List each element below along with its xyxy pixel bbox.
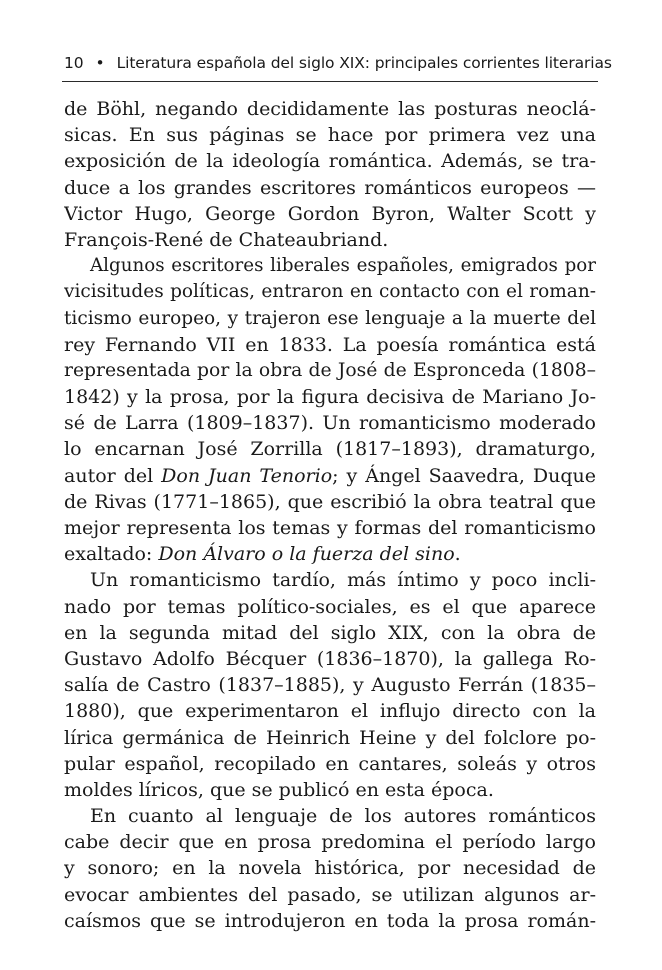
header-separator: • (95, 54, 105, 72)
page-number: 10 (64, 54, 84, 72)
text-line: En cuanto al lenguaje de los autores románticos (90, 805, 596, 828)
text-line: sé de Larra (1809–1837). Un romanticismo moderado (64, 412, 596, 435)
text-line: de Rivas (1771–1865), que escribió la obra teatral que (64, 490, 596, 513)
text-line: pular español, recopilado en cantares, soleás y otros (64, 752, 596, 775)
text-line: vicisitudes políticas, entraron en contacto con el roman- (64, 281, 596, 303)
text-line: rey Fernando VII en 1833. La poesía romántica está (64, 333, 596, 356)
text-line: caísmos que se introdujeron en toda la prosa román- (64, 909, 596, 932)
work-title: Don Juan Tenorio (161, 464, 333, 487)
text-line: sicas. En sus páginas se hace por primera vez una (64, 124, 596, 147)
text-line: duce a los grandes escritores románticos europeos — (64, 176, 596, 199)
text-line: ticismo europeo, y trajeron ese lenguaje a la muerte del (64, 307, 596, 329)
text-run: autor del (64, 464, 162, 487)
text-run: . (454, 543, 461, 566)
text-run: exaltado: (64, 543, 159, 566)
text-line: Victor Hugo, George Gordon Byron, Walter Scott y (64, 202, 596, 225)
text-line: nado por temas político-sociales, es el que aparece (64, 595, 596, 618)
running-head (64, 50, 612, 76)
body-text (64, 96, 596, 934)
text-line: representada por la obra de José de Espronceda (1808– (64, 359, 596, 381)
text-line: François-René de Chateaubriand. (64, 228, 389, 251)
running-title: Literatura española del siglo XIX: principales corrientes literarias (116, 54, 612, 72)
text-line: Algunos escritores liberales españoles, emigrados por (90, 255, 596, 277)
text-line: en la segunda mitad del siglo XIX, con la obra de (64, 621, 596, 644)
text-run: ; y Ángel Saavedra, Duque (332, 464, 596, 487)
text-line: 1880), que experimentaron el influjo directo con la (64, 700, 596, 723)
text-line (64, 463, 596, 489)
header-rule (62, 81, 598, 82)
text-line: Gustavo Adolfo Bécquer (1836–1870), la gallega Ro- (64, 647, 596, 670)
work-title: Don Álvaro o la fuerza del sino (158, 543, 455, 566)
text-line: salía de Castro (1837–1885), y Augusto Ferrán (1835– (64, 674, 596, 697)
text-line: lo encarnan José Zorrilla (1817–1893), dramaturgo, (64, 438, 596, 461)
text-line: moldes líricos, que se publicó en esta época. (64, 778, 494, 801)
text-line: evocar ambientes del pasado, se utilizan algunos ar- (64, 883, 596, 906)
text-line: 1842) y la prosa, por la figura decisiva de Mariano Jo- (64, 386, 596, 409)
text-line: lírica germánica de Heinrich Heine y del folclore po- (64, 726, 596, 749)
text-line (64, 541, 596, 567)
text-line: cabe decir que en prosa predomina el período largo (64, 831, 596, 854)
text-line: y sonoro; en la novela histórica, por necesidad de (64, 857, 596, 880)
text-line: de Böhl, negando decididamente las posturas neoclá- (64, 98, 596, 120)
text-line: mejor representa los temas y formas del romanticismo (64, 517, 596, 539)
text-line: Un romanticismo tardío, más íntimo y poco incli- (90, 569, 596, 592)
text-line: exposición de la ideología romántica. Además, se tra- (64, 150, 596, 173)
